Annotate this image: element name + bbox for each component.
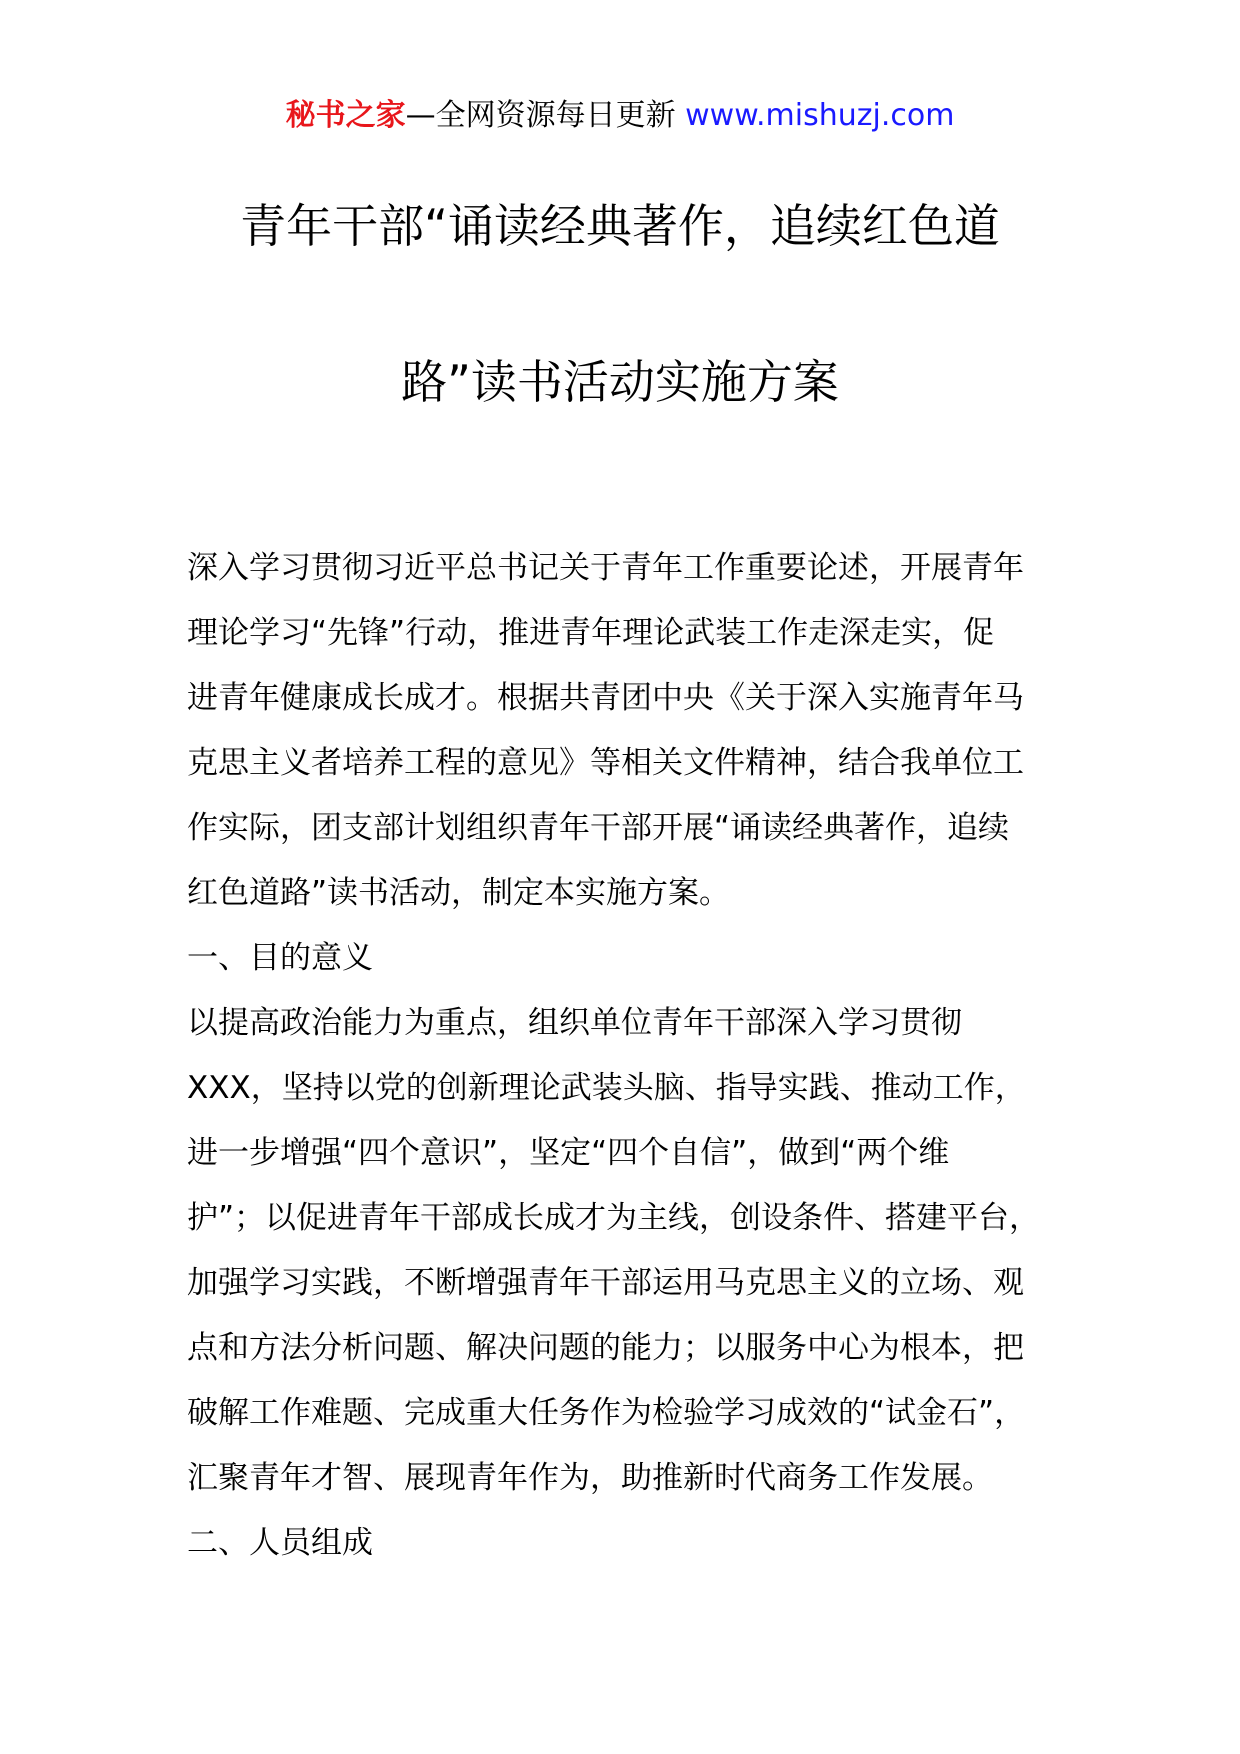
document-title-line-2: 路”读书活动实施方案 bbox=[401, 355, 839, 409]
body-line: 以提高政治能力为重点，组织单位青年干部深入学习贯彻 bbox=[187, 1005, 962, 1041]
body-line: 深入学习贯彻习近平总书记关于青年工作重要论述，开展青年 bbox=[187, 550, 1024, 586]
body-line: 作实际，团支部计划组织青年干部开展“诵读经典著作，追续 bbox=[187, 810, 1010, 846]
body-line: 红色道路”读书活动，制定本实施方案。 bbox=[187, 875, 731, 911]
section-heading-personnel: 二、人员组成 bbox=[187, 1525, 373, 1561]
site-tagline: —全网资源每日更新 bbox=[405, 98, 676, 133]
document-title-line-1: 青年干部“诵读经典著作，追续红色道 bbox=[240, 199, 1000, 253]
body-line: 进青年健康成长成才。根据共青团中央《关于深入实施青年马 bbox=[187, 680, 1024, 716]
site-header bbox=[0, 96, 1240, 136]
body-line: 理论学习“先锋”行动，推进青年理论武装工作走深走实，促 bbox=[187, 615, 995, 651]
body-line: 加强学习实践，不断增强青年干部运用马克思主义的立场、观 bbox=[187, 1265, 1024, 1301]
body-line: XXX，坚持以党的创新理论武装头脑、指导实践、推动工作， bbox=[187, 1070, 1026, 1106]
body-line: 护”；以促进青年干部成长成才为主线，创设条件、搭建平台， bbox=[187, 1200, 1041, 1236]
body-line: 克思主义者培养工程的意见》等相关文件精神，结合我单位工 bbox=[187, 745, 1024, 781]
body-line: 破解工作难题、完成重大任务作为检验学习成效的“试金石”， bbox=[187, 1395, 1026, 1431]
site-url-link[interactable]: www.mishuzj.com bbox=[685, 98, 955, 133]
body-line: 进一步增强“四个意识”，坚定“四个自信”，做到“两个维 bbox=[187, 1135, 950, 1171]
body-line: 点和方法分析问题、解决问题的能力；以服务中心为根本，把 bbox=[187, 1330, 1024, 1366]
body-line: 汇聚青年才智、展现青年作为，助推新时代商务工作发展。 bbox=[187, 1460, 993, 1496]
document-body bbox=[187, 536, 1087, 1576]
site-brand: 秘书之家 bbox=[285, 98, 406, 133]
section-heading-purpose: 一、目的意义 bbox=[187, 940, 373, 976]
